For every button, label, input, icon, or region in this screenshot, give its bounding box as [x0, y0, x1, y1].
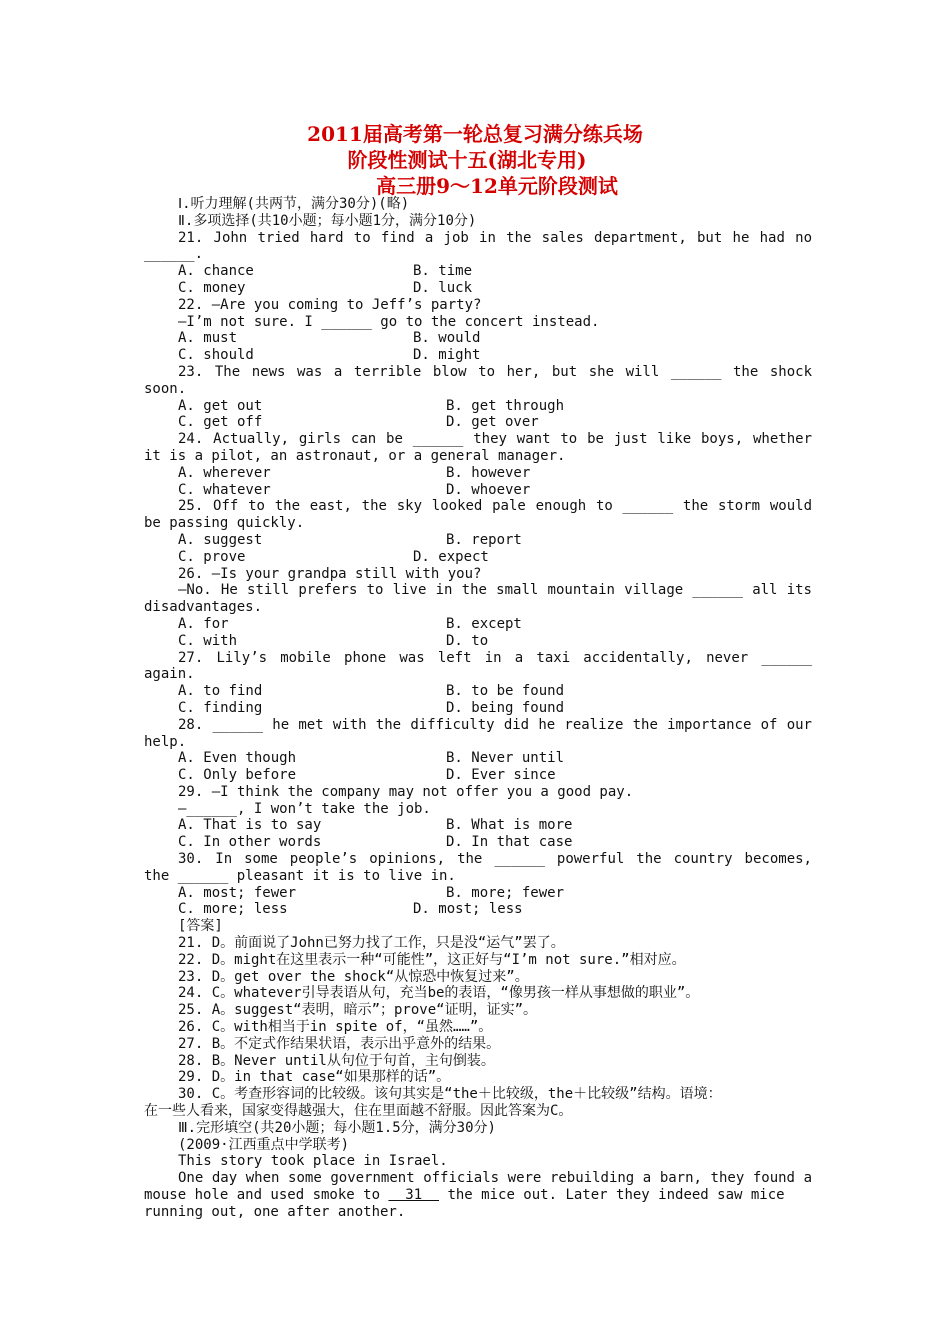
question-22-cont: —I’m not sure. I ______ go to the concert instead.	[178, 313, 600, 330]
option: D. to	[446, 632, 489, 649]
option: C. should	[178, 347, 254, 364]
option: D. Ever since	[446, 767, 556, 784]
answer-30-cont: 在一些人看来，国家变得越强大，住在里面越不舒服。因此答案为C。	[144, 1103, 573, 1120]
option: D. whoever	[446, 481, 531, 498]
question-27: 27. Lily’s mobile phone was left in a taxi accidentally, never ______	[178, 649, 812, 666]
options-row	[144, 901, 812, 918]
option: C. Only before	[178, 767, 297, 784]
option: B. get through	[446, 397, 565, 414]
option: A. chance	[178, 263, 254, 280]
answers-label: [答案]	[178, 918, 223, 935]
option: C. money	[178, 279, 246, 296]
section-multiple-choice: Ⅱ.多项选择(共10小题；每小题1分，满分10分)	[178, 212, 477, 229]
options-row	[144, 700, 812, 717]
option: C. prove	[178, 548, 246, 565]
answer-28: 28. B。Never until从句位于句首，主句倒装。	[178, 1052, 495, 1069]
option: A. wherever	[178, 464, 271, 481]
options-row	[144, 330, 812, 347]
question-23-cont: soon.	[144, 380, 187, 397]
options-row	[144, 532, 812, 549]
option: D. luck	[413, 279, 473, 296]
option: B. What is more	[446, 817, 573, 834]
question-21: 21. John tried hard to find a job in the sales department, but he had no	[178, 229, 812, 246]
question-25: 25. Off to the east, the sky looked pale enough to ______ the storm would	[178, 498, 812, 515]
option: B. report	[446, 531, 522, 548]
option: D. In that case	[446, 834, 573, 851]
options-row	[144, 885, 812, 902]
question-27-cont: again.	[144, 666, 195, 683]
option: D. most; less	[413, 901, 523, 918]
question-23: 23. The news was a terrible blow to her, but she will ______ the shock	[178, 363, 812, 380]
option: A. to find	[178, 683, 263, 700]
answer-26: 26. C。with相当于in spite of，“虽然……”。	[178, 1019, 493, 1036]
question-28: 28. ______ he met with the difficulty did he realize the importance of our	[178, 716, 812, 733]
options-row	[144, 414, 812, 431]
option: B. however	[446, 464, 531, 481]
answer-22: 22. D。might在这里表示一种“可能性”，这正好与“I’m not sure.”相对应。	[178, 951, 686, 968]
cloze-paragraph-2: One day when some government officials were rebuilding a barn, they found a	[178, 1170, 812, 1187]
cloze-source: (2009·江西重点中学联考)	[178, 1136, 350, 1153]
question-30-cont: the ______ pleasant it is to live in.	[144, 867, 456, 884]
option: D. might	[413, 347, 481, 364]
question-26-cont2: disadvantages.	[144, 599, 263, 616]
answer-27: 27. B。不定式作结果状语，表示出乎意外的结果。	[178, 1035, 501, 1052]
option: B. except	[446, 615, 522, 632]
option: D. get over	[446, 414, 539, 431]
option: A. must	[178, 330, 238, 347]
option: C. more; less	[178, 901, 288, 918]
question-26: 26. —Is your grandpa still with you?	[178, 565, 482, 582]
cloze-paragraph-1: This story took place in Israel.	[178, 1153, 448, 1170]
options-row	[144, 549, 812, 566]
question-28-cont: help.	[144, 733, 187, 750]
cloze-paragraph-2-cont	[144, 1187, 812, 1204]
question-30: 30. In some people’s opinions, the ______ powerful the country becomes,	[178, 851, 812, 868]
option: A. get out	[178, 397, 263, 414]
question-29-cont: —______, I won’t take the job.	[178, 800, 431, 817]
options-row	[144, 633, 812, 650]
option: C. In other words	[178, 834, 322, 851]
option: B. Never until	[446, 750, 565, 767]
cloze-text: the mice out. Later they indeed saw mice	[439, 1187, 785, 1204]
doc-body	[144, 196, 812, 1221]
answer-24: 24. C。whatever引导表语从句，充当be的表语，“像男孩一样从事想做的职业”。	[178, 985, 700, 1002]
option: A. That is to say	[178, 817, 322, 834]
answer-25: 25. A。suggest“表明，暗示”；prove“证明，证实”。	[178, 1002, 538, 1019]
section-listening: Ⅰ.听力理解(共两节，满分30分)(略)	[178, 196, 410, 212]
answer-30: 30. C。考查形容词的比较级。该句其实是“the＋比较级，the＋比较级”结构。语境：	[178, 1086, 722, 1103]
options-row	[144, 834, 812, 851]
option: D. expect	[413, 548, 489, 565]
options-row	[144, 263, 812, 280]
option: C. get off	[178, 414, 263, 431]
cloze-blank-31: 31	[388, 1187, 440, 1204]
options-row	[144, 616, 812, 633]
question-22: 22. —Are you coming to Jeff’s party?	[178, 296, 482, 313]
option: B. would	[413, 330, 481, 347]
answer-29: 29. D。in that case“如果那样的话”。	[178, 1069, 451, 1086]
option: D. being found	[446, 699, 565, 716]
option: B. time	[413, 263, 473, 280]
option: A. most; fewer	[178, 884, 297, 901]
doc-title-line2: 阶段性测试十五(湖北专用)	[347, 148, 587, 172]
option: C. finding	[178, 699, 263, 716]
options-row	[144, 767, 812, 784]
question-25-cont: be passing quickly.	[144, 515, 305, 532]
option: A. Even though	[178, 750, 297, 767]
option: C. whatever	[178, 481, 271, 498]
question-24-cont: it is a pilot, an astronaut, or a general manager.	[144, 447, 566, 464]
options-row	[144, 683, 812, 700]
question-21-cont: ______.	[144, 246, 204, 263]
options-row	[144, 817, 812, 834]
option: A. suggest	[178, 531, 263, 548]
options-row	[144, 465, 812, 482]
options-row	[144, 750, 812, 767]
doc-title-line3: 高三册9～12单元阶段测试	[376, 174, 618, 198]
doc-title-line1: 2011届高考第一轮总复习满分练兵场	[307, 122, 643, 146]
option: B. more; fewer	[446, 884, 565, 901]
question-24: 24. Actually, girls can be ______ they want to be just like boys, whether	[178, 431, 812, 448]
section-cloze: Ⅲ.完形填空(共20小题；每小题1.5分，满分30分)	[178, 1119, 496, 1136]
answer-21: 21. D。前面说了John已努力找了工作，只是没“运气”罢了。	[178, 935, 565, 952]
cloze-paragraph-2-cont2: running out, one after another.	[144, 1203, 406, 1220]
option: A. for	[178, 615, 229, 632]
question-29: 29. —I think the company may not offer you a good pay.	[178, 783, 634, 800]
option: B. to be found	[446, 683, 565, 700]
options-row	[144, 347, 812, 364]
options-row	[144, 482, 812, 499]
options-row	[144, 280, 812, 297]
question-26-cont: —No. He still prefers to live in the small mountain village ______ all its	[178, 582, 812, 599]
answer-23: 23. D。get over the shock“从惊恐中恢复过来”。	[178, 968, 529, 985]
options-row	[144, 398, 812, 415]
option: C. with	[178, 632, 238, 649]
cloze-text: mouse hole and used smoke to	[144, 1187, 389, 1204]
